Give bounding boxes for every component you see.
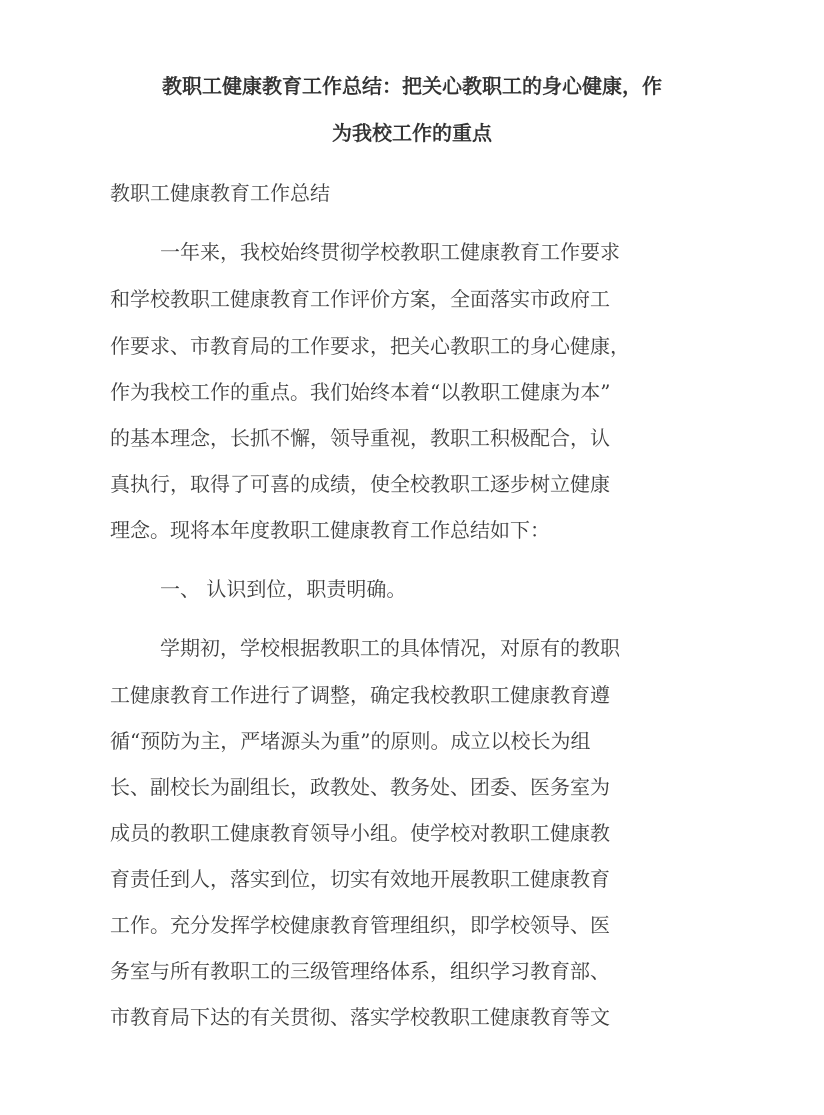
document-title-line-2: 为我校工作的重点	[332, 121, 492, 145]
paragraph-line: 工健康教育工作进行了调整，确定我校教职工健康教育遵	[110, 683, 610, 707]
subsection-heading: 一、 认识到位，职责明确。	[160, 577, 407, 601]
paragraph-line: 循“预防为主，严堵源头为重”的原则。成立以校长为组	[110, 729, 591, 753]
paragraph-line: 育责任到人，落实到位，切实有效地开展教职工健康教育	[110, 867, 610, 891]
section-heading: 教职工健康教育工作总结	[110, 181, 330, 205]
paragraph-line: 工作。充分发挥学校健康教育管理组织，即学校领导、医	[110, 913, 610, 937]
paragraph-line: 的基本理念，长抓不懈，领导重视，教职工积极配合，认	[110, 426, 610, 450]
paragraph-line: 成员的教职工健康教育领导小组。使学校对教职工健康教	[110, 821, 610, 845]
paragraph-line: 一年来，我校始终贯彻学校教职工健康教育工作要求	[160, 240, 620, 264]
paragraph-line: 务室与所有教职工的三级管理络体系，组织学习教育部、	[110, 959, 610, 983]
document-title-line-1: 教职工健康教育工作总结：把关心教职工的身心健康，作	[162, 74, 662, 98]
paragraph-line: 学期初，学校根据教职工的具体情况，对原有的教职	[160, 636, 620, 660]
paragraph-line: 和学校教职工健康教育工作评价方案，全面落实市政府工	[110, 287, 610, 311]
paragraph-line: 作要求、市教育局的工作要求，把关心教职工的身心健康，	[110, 334, 630, 358]
paragraph-line: 真执行，取得了可喜的成绩，使全校教职工逐步树立健康	[110, 472, 610, 496]
paragraph-line: 长、副校长为副组长，政教处、教务处、团委、医务室为	[110, 775, 610, 799]
paragraph-line: 市教育局下达的有关贯彻、落实学校教职工健康教育等文	[110, 1005, 610, 1029]
paragraph-line: 理念。现将本年度教职工健康教育工作总结如下：	[110, 518, 550, 542]
paragraph-line: 作为我校工作的重点。我们始终本着“以教职工健康为本”	[110, 380, 611, 404]
